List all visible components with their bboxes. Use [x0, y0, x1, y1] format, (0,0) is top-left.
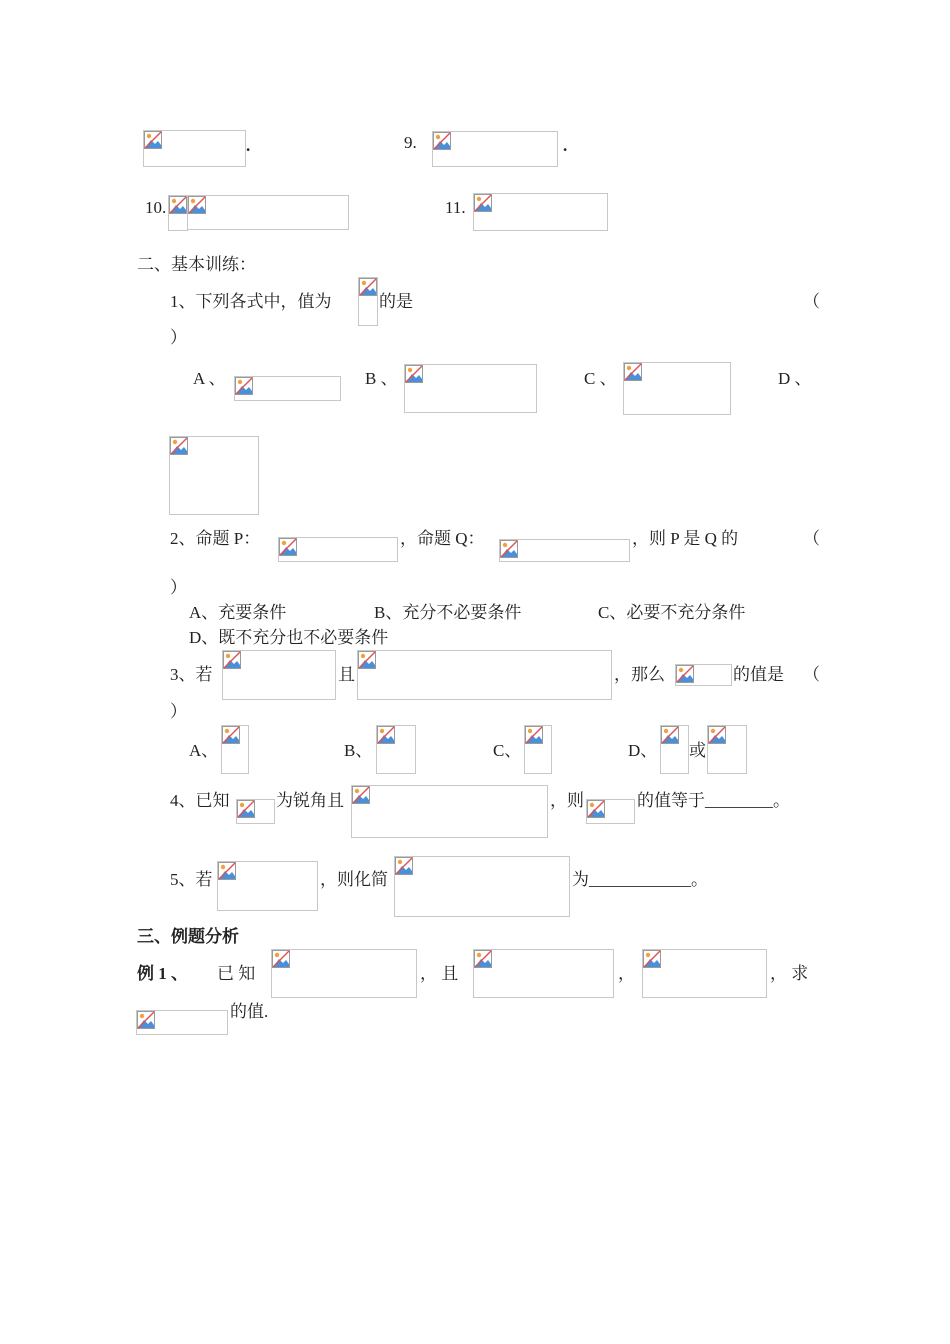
- formula-image: [660, 725, 689, 774]
- broken-image-icon: [708, 726, 726, 744]
- item-number-10: 10.: [145, 198, 167, 217]
- question-1-text: 的是: [379, 292, 413, 311]
- example-label: 例 1 、: [137, 964, 188, 983]
- option-c-label: C、: [493, 741, 522, 760]
- broken-image-icon: [661, 726, 679, 744]
- broken-image-icon: [169, 196, 187, 214]
- answer-paren-open: （: [803, 292, 820, 311]
- punct-period: .: [246, 136, 251, 155]
- question-4-text: 的值等于________。: [637, 791, 790, 810]
- formula-image: [394, 856, 570, 917]
- question-3-text: 的值是: [733, 665, 784, 684]
- item-number-9: 9.: [404, 133, 417, 152]
- question-2-text: ，命题 Q：: [400, 529, 485, 548]
- formula-image: [168, 195, 188, 231]
- formula-image: [278, 537, 398, 562]
- broken-image-icon: [525, 726, 543, 744]
- example-text: ， 求: [770, 964, 809, 983]
- option-a-label: A、: [189, 741, 219, 760]
- or-text: 或: [689, 741, 706, 760]
- broken-image-icon: [272, 950, 290, 968]
- option-b: B、充分不必要条件: [374, 603, 522, 622]
- question-2-text: 2、命题 P：: [170, 529, 261, 548]
- answer-paren-open: （: [803, 665, 820, 684]
- broken-image-icon: [188, 196, 206, 214]
- question-4-text: 为锐角且: [276, 791, 344, 810]
- formula-image: [586, 799, 635, 824]
- formula-image: [675, 664, 732, 686]
- item-number-11: 11.: [445, 198, 466, 217]
- broken-image-icon: [218, 862, 236, 880]
- example-text: 已 知: [217, 964, 256, 983]
- broken-image-icon: [624, 363, 642, 381]
- broken-image-icon: [222, 726, 240, 744]
- formula-image: [623, 362, 731, 415]
- formula-image: [271, 949, 417, 998]
- option-c: C、必要不充分条件: [598, 603, 746, 622]
- answer-paren-close: ）: [170, 578, 187, 597]
- section-heading: 三、例题分析: [137, 927, 239, 946]
- question-4-text: ，则: [550, 791, 584, 810]
- formula-image: [524, 725, 552, 774]
- question-3-text: 3、若: [170, 665, 213, 684]
- broken-image-icon: [474, 950, 492, 968]
- broken-image-icon: [395, 857, 413, 875]
- formula-image: [357, 650, 612, 700]
- broken-image-icon: [352, 786, 370, 804]
- formula-image: [473, 949, 614, 998]
- question-4-text: 4、已知: [170, 791, 230, 810]
- formula-image: [376, 725, 416, 774]
- broken-image-icon: [643, 950, 661, 968]
- formula-image: [642, 949, 767, 998]
- question-2-text: ，则 P 是 Q 的: [632, 529, 739, 548]
- broken-image-icon: [144, 131, 162, 149]
- broken-image-icon: [676, 665, 694, 683]
- broken-image-icon: [237, 800, 255, 818]
- broken-image-icon: [433, 132, 451, 150]
- formula-image: [236, 799, 275, 824]
- example-text: ，: [618, 964, 635, 983]
- answer-paren-open: （: [803, 529, 820, 548]
- option-a-label: A 、: [193, 369, 226, 388]
- formula-image: [499, 539, 630, 562]
- broken-image-icon: [359, 278, 377, 296]
- broken-image-icon: [405, 365, 423, 383]
- question-3-text: 且: [338, 665, 355, 684]
- question-3-text: ，那么: [614, 665, 665, 684]
- broken-image-icon: [279, 538, 297, 556]
- punct-period: .: [563, 136, 568, 155]
- option-b-label: B 、: [365, 369, 398, 388]
- broken-image-icon: [170, 437, 188, 455]
- broken-image-icon: [235, 377, 253, 395]
- broken-image-icon: [500, 540, 518, 558]
- broken-image-icon: [474, 194, 492, 212]
- formula-image: [707, 725, 747, 774]
- broken-image-icon: [223, 651, 241, 669]
- broken-image-icon: [587, 800, 605, 818]
- formula-image: [358, 277, 378, 326]
- example-text: 的值.: [230, 1002, 269, 1021]
- formula-image: [221, 725, 249, 774]
- option-c-label: C 、: [584, 369, 617, 388]
- formula-image: [136, 1010, 228, 1035]
- formula-image: [187, 195, 349, 230]
- question-5-text: ，则化简: [320, 870, 388, 889]
- example-text: ， 且: [420, 964, 459, 983]
- option-d-label: D 、: [778, 369, 812, 388]
- broken-image-icon: [137, 1011, 155, 1029]
- section-heading: 二、基本训练：: [137, 255, 256, 274]
- option-b-label: B、: [344, 741, 373, 760]
- formula-image: [222, 650, 336, 700]
- broken-image-icon: [377, 726, 395, 744]
- answer-paren-close: ）: [170, 328, 187, 347]
- formula-image: [234, 376, 341, 401]
- formula-image: [169, 436, 259, 515]
- broken-image-icon: [358, 651, 376, 669]
- option-d-label: D、: [628, 741, 658, 760]
- formula-image: [217, 861, 318, 911]
- formula-image: [351, 785, 548, 838]
- formula-image: [143, 130, 246, 167]
- formula-image: [473, 193, 608, 231]
- formula-image: [432, 131, 558, 167]
- question-5-text: 为____________。: [572, 870, 708, 889]
- answer-paren-close: ）: [170, 702, 187, 721]
- question-5-text: 5、若: [170, 870, 213, 889]
- formula-image: [404, 364, 537, 413]
- question-1-text: 1、下列各式中，值为: [170, 292, 332, 311]
- option-a: A、充要条件: [189, 603, 287, 622]
- option-d: D、既不充分也不必要条件: [189, 628, 389, 647]
